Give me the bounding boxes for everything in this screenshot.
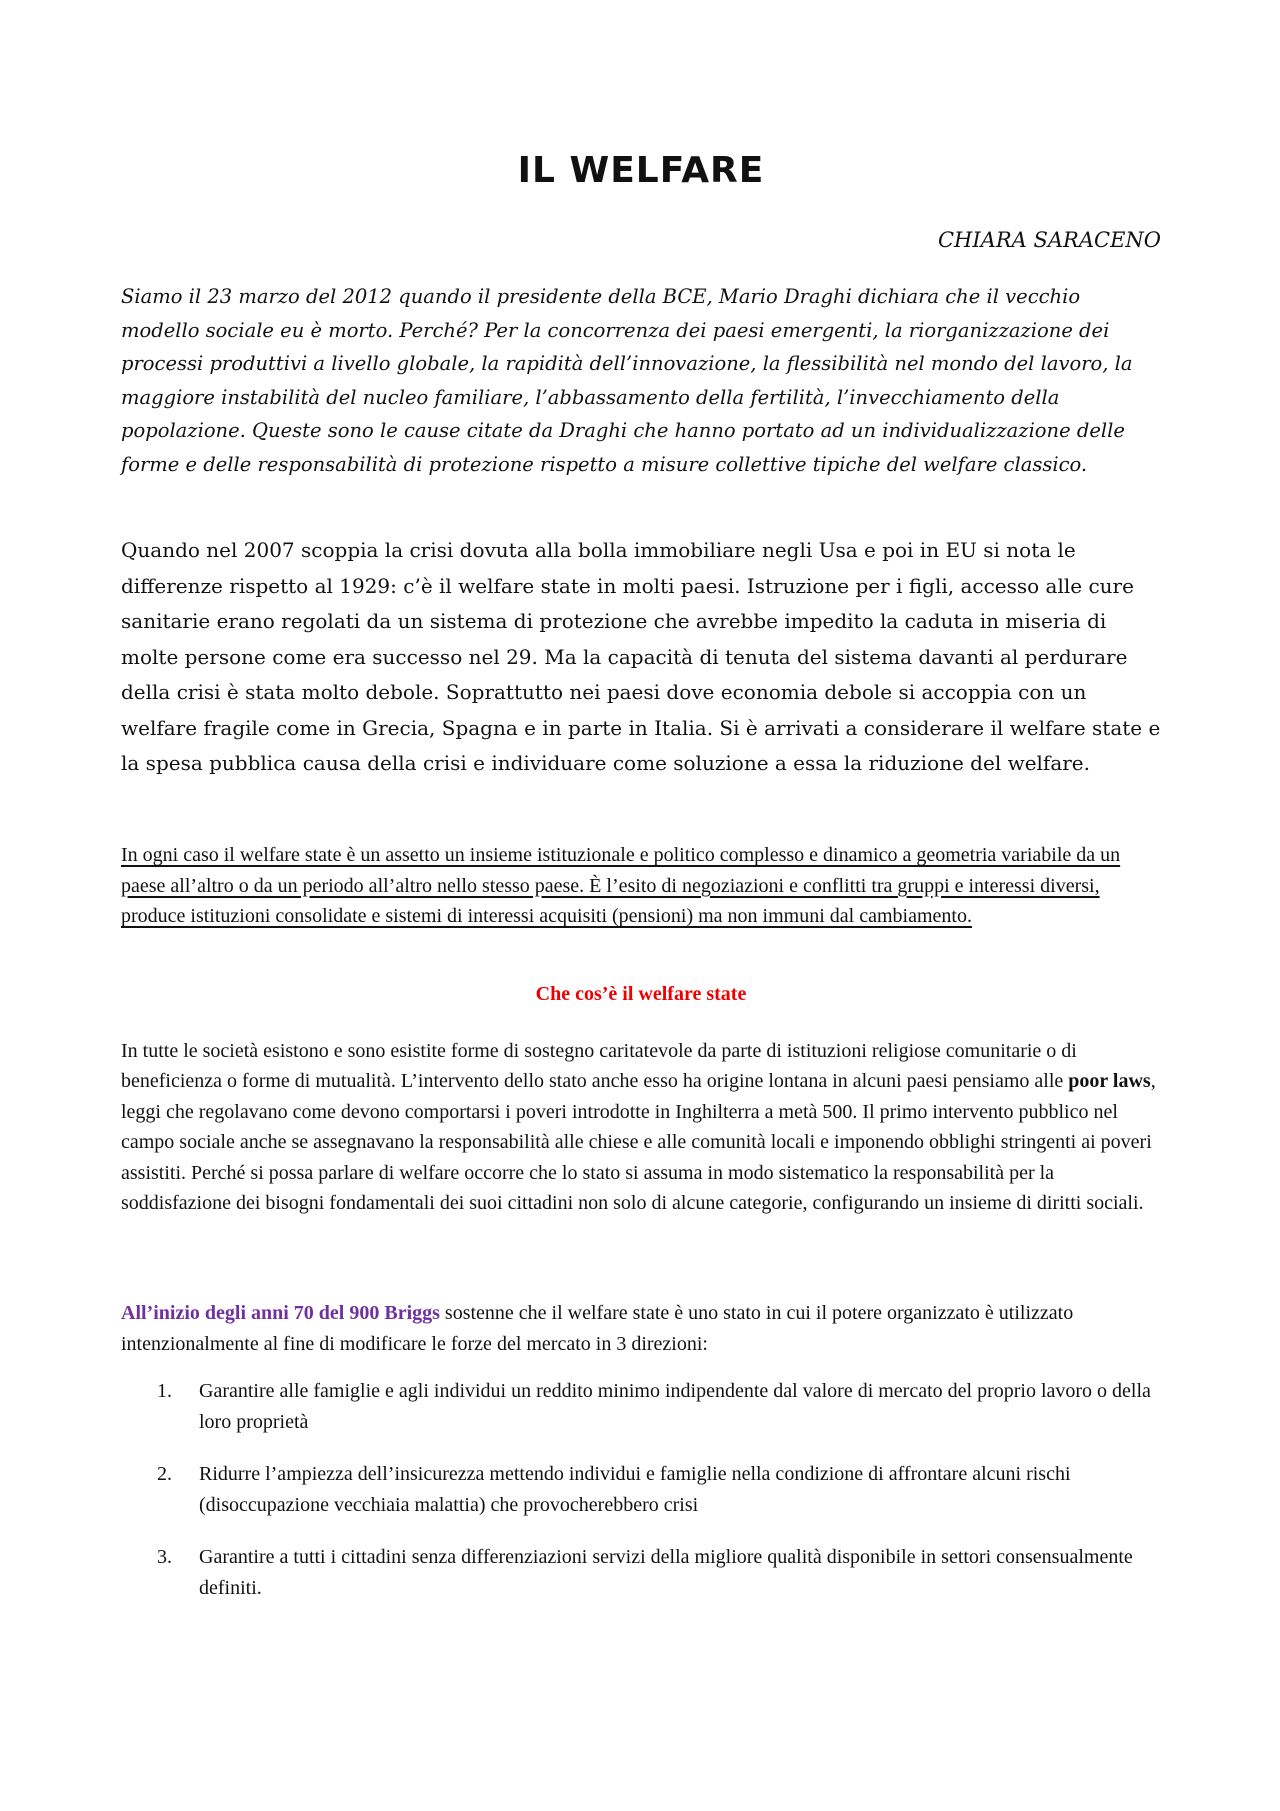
briggs-text: sostenne che il welfare state è uno stato in cui il potere organizzato è utilizzato intenzionalmente al fine di modificare le forze del mercato in 3 direzioni:	[121, 1302, 1074, 1355]
intro-paragraph: Siamo il 23 marzo del 2012 quando il presidente della BCE, Mario Draghi dichiara che il vecchio modello sociale eu è morto. Perché? Per la concorrenza dei paesi emergenti, la riorganizzazione dei processi produttivi a livello globale, la rapidità dell’innovazione, la flessibilità nel mondo del lavoro, la maggiore instabilità del nucleo familiare, l’abbassamento della fertilità, l’invecchiamento della popolazione. Queste sono le cause citate da Draghi che hanno portato ad un individualizzazione delle forme e delle responsabilità di protezione rispetto a misure collettive tipiche del welfare classico.	[121, 285, 1133, 476]
author-name: CHIARA SARACENO	[937, 228, 1161, 252]
underlined-paragraph: In ogni caso il welfare state è un assetto un insieme istituzionale e politico complesso e dinamico a geometria variabile da un paese all’altro o da un periodo all’altro nello stesso paese. È l’esito di negoziazioni e conflitti tra gruppi e interessi diversi, produce istituzioni consolidate e sistemi di interessi acquisiti (pensioni) ma non immuni dal cambiamento.	[121, 844, 1121, 927]
list-text: Garantire alle famiglie e agli individui un reddito minimo indipendente dal valore di mercato del proprio lavoro o della loro proprietà	[199, 1380, 1151, 1433]
briggs-paragraph	[121, 1298, 1161, 1359]
document-title: IL WELFARE	[517, 150, 765, 191]
list-number: 3.	[157, 1546, 172, 1568]
list-number: 1.	[157, 1380, 172, 1402]
history-text-before: In tutte le società esistono e sono esistite forme di sostegno caritatevole da parte di istituzioni religiose comunitarie o di beneficienza o forme di mutualità. L’intervento dello stato anche esso ha origine lontana in alcuni paesi pensiamo alle	[121, 1040, 1077, 1093]
history-paragraph	[121, 1036, 1161, 1218]
list-text: Ridurre l’ampiezza dell’insicurezza mettendo individui e famiglie nella condizione di affrontare alcuni rischi (disoccupazione vecchiaia malattia) che provocherebbero crisi	[199, 1463, 1071, 1516]
list-number: 2.	[157, 1463, 172, 1485]
crisis-paragraph: Quando nel 2007 scoppia la crisi dovuta alla bolla immobiliare negli Usa e poi in EU si nota le differenze rispetto al 1929: c’è il welfare state in molti paesi. Istruzione per i figli, accesso alle cure sanitarie erano regolati da un sistema di protezione che avrebbe impedito la caduta in miseria di molte persone come era successo nel 29. Ma la capacità di tenuta del sistema davanti al perdurare della crisi è stata molto debole. Soprattutto nei paesi dove economia debole si accoppia con un welfare fragile come in Grecia, Spagna e in parte in Italia. Si è arrivati a considerare il welfare state e la spesa pubblica causa della crisi e individuare come soluzione a essa la riduzione del welfare.	[121, 538, 1161, 775]
history-text-after: , leggi che regolavano come devono comportarsi i poveri introdotte in Inghilterra a metà 500. Il primo intervento pubblico nel campo sociale anche se assegnavano la responsabilità alle chiese e alle comunità locali e imponendo obblighi stringenti ai poveri assistiti. Perché si possa parlare di welfare occorre che lo stato si assuma in modo sistematico la responsabilità per la soddisfazione dei bisogni fondamentali dei suoi cittadini non solo di alcune categorie, configurando un insieme di diritti sociali.	[121, 1070, 1156, 1215]
poor-laws-term: poor laws	[1068, 1070, 1151, 1093]
list-text: Garantire a tutti i cittadini senza differenziazioni servizi della migliore qualità disponibile in settori consensualmente definiti.	[199, 1546, 1133, 1599]
briggs-highlight: All’inizio degli anni 70 del 900 Briggs	[121, 1302, 440, 1324]
section-heading: Che cos’è il welfare state	[535, 983, 747, 1005]
